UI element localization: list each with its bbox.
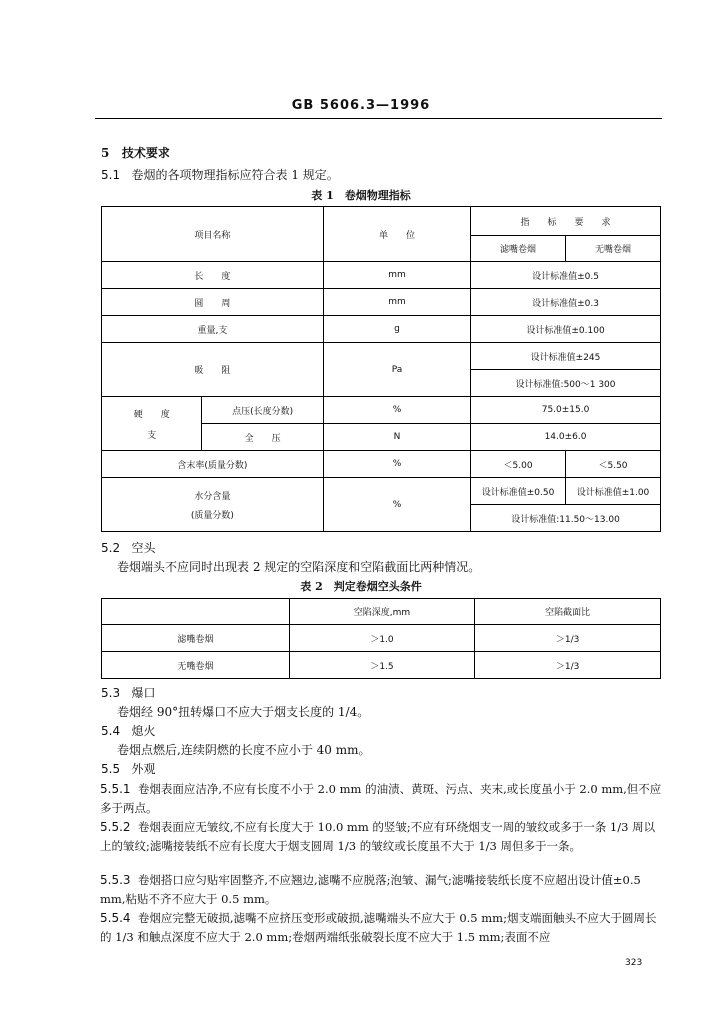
section-5-5-2 <box>100 818 665 856</box>
row-hardness-name-1: 硬 度 <box>133 409 170 420</box>
table-2-caption: 表 2 判定卷烟空头条件 <box>300 580 422 593</box>
row-moisture-name-2: (质量分数) <box>190 510 234 521</box>
row-moisture-name <box>102 478 324 532</box>
section-5-3-number: 5.3 <box>101 686 121 700</box>
row-hardness-unit1: % <box>323 397 470 424</box>
row-filter-ratio: ＞1/3 <box>475 625 661 652</box>
section-5-5-3 <box>100 871 665 909</box>
table-2-corner <box>102 599 290 625</box>
section-5-5-heading <box>101 761 156 777</box>
row-hardness-value2: 14.0±6.0 <box>471 424 661 451</box>
section-5-3-heading <box>101 685 156 701</box>
section-5-1-text: 卷烟的各项物理指标应符合表 1 规定。 <box>131 168 339 182</box>
row-circ-name: 圆 周 <box>102 289 324 316</box>
section-5-5-4 <box>100 909 665 947</box>
row-moisture-nofilter: 设计标准值±1.00 <box>566 478 661 505</box>
row-ends-nofilter: ＜5.50 <box>566 451 661 478</box>
row-moisture-unit: % <box>323 478 470 532</box>
section-5-5-4-text: 卷烟应完整无破损,滤嘴不应挤压变形或破损,滤嘴端头不应大于 0.5 mm;烟支端面触头不应大于圆周长的 1/3 和触点深度不应大于 2.0 mm;卷烟两端纸张破裂长度不应大于 1.5 mm;表面不应 <box>100 911 657 944</box>
standard-code: GB 5606.3—1996 <box>291 98 431 113</box>
section-5-1 <box>101 167 339 183</box>
section-5-2-heading <box>101 540 156 556</box>
section-5-5-3-number: 5.5.3 <box>100 873 131 887</box>
section-5-2-number: 5.2 <box>101 541 121 555</box>
section-5-5-1 <box>100 780 665 818</box>
section-5-number: 5 <box>101 146 110 160</box>
section-5-5-4-number: 5.5.4 <box>100 911 131 925</box>
row-ends-unit: % <box>323 451 470 478</box>
section-5-5-1-text: 卷烟表面应洁净,不应有长度不小于 2.0 mm 的油渍、黄斑、污点、夹末,或长度虽小于 2.0 mm,但不应多于两点。 <box>100 782 662 815</box>
row-moisture-range: 设计标准值:11.50～13.00 <box>471 505 661 532</box>
section-5-5-2-number: 5.5.2 <box>100 820 131 834</box>
section-5-5-3-text: 卷烟搭口应匀贴牢固整齐,不应翘边,滤嘴不应脱落;泡皱、漏气;滤嘴接装纸长度不应超出设计值±0.5 mm,粘贴不齐不应大于 0.5 mm。 <box>100 873 641 906</box>
row-hardness-name <box>102 397 202 451</box>
section-5-5-number: 5.5 <box>101 762 121 776</box>
section-5-heading <box>101 144 170 161</box>
section-5-4-text: 卷烟点燃后,连续阴燃的长度不应小于 40 mm。 <box>117 743 371 757</box>
section-5-5-2-text: 卷烟表面应无皱纹,不应有长度大于 10.0 mm 的竖皱;不应有环绕烟支一周的皱纹或多于一条 1/3 周以上的皱纹;滤嘴接装纸不应有长度大于烟支圆周 1/3 的皱纹或长度虽不大于 1/3 周但多于一条。 <box>100 820 656 853</box>
section-5-4-title: 熄火 <box>131 724 156 738</box>
header-rule <box>95 118 662 119</box>
row-hardness-unit2: N <box>323 424 470 451</box>
section-5-3-text: 卷烟经 90°扭转爆口不应大于烟支长度的 1/4。 <box>117 705 370 719</box>
row-length-value: 设计标准值±0.5 <box>471 262 661 289</box>
row-hardness-sub2: 全 压 <box>202 424 323 451</box>
row-hardness-value1: 75.0±15.0 <box>471 397 661 424</box>
header-ratio: 空陷截面比 <box>475 599 661 625</box>
row-hardness-sub1: 点压(长度分数) <box>202 397 323 424</box>
row-moisture-filter: 设计标准值±0.50 <box>471 478 566 505</box>
header-depth: 空陷深度,mm <box>289 599 475 625</box>
row-weight-unit: g <box>323 316 470 343</box>
section-5-1-number: 5.1 <box>101 168 121 182</box>
row-weight-name: 重量,支 <box>102 316 324 343</box>
table-1 <box>101 206 661 532</box>
header-spec: 指 标 要 求 <box>471 207 661 236</box>
row-draw-name: 吸 阻 <box>102 343 324 397</box>
row-circ-unit: mm <box>323 289 470 316</box>
section-5-4-heading <box>101 723 156 739</box>
row-length-unit: mm <box>323 262 470 289</box>
row-nofilter-depth: ＞1.5 <box>289 652 475 679</box>
row-weight-value: 设计标准值±0.100 <box>471 316 661 343</box>
header-filter: 滤嘴卷烟 <box>471 236 566 262</box>
section-5-2-text: 卷烟端头不应同时出现表 2 规定的空陷深度和空陷截面比两种情况。 <box>117 560 481 574</box>
section-5-title: 技术要求 <box>121 146 170 160</box>
row-moisture-name-1: 水分含量 <box>194 491 231 502</box>
row-filter-depth: ＞1.0 <box>289 625 475 652</box>
header-nofilter: 无嘴卷烟 <box>566 236 661 262</box>
row-ends-filter: ＜5.00 <box>471 451 566 478</box>
row-ends-name: 含末率(质量分数) <box>102 451 324 478</box>
row-draw-value2: 设计标准值:500～1 300 <box>471 370 661 397</box>
row-draw-value1: 设计标准值±245 <box>471 343 661 370</box>
section-5-5-1-number: 5.5.1 <box>100 782 131 796</box>
row-hardness-name-2: 支 <box>147 430 157 441</box>
section-5-5-title: 外观 <box>131 762 156 776</box>
row-filter-name: 滤嘴卷烟 <box>102 625 290 652</box>
row-circ-value: 设计标准值±0.3 <box>471 289 661 316</box>
table-2 <box>101 598 661 679</box>
page-number: 323 <box>625 958 643 968</box>
section-5-4-number: 5.4 <box>101 724 121 738</box>
row-draw-unit: Pa <box>323 343 470 397</box>
row-nofilter-ratio: ＞1/3 <box>475 652 661 679</box>
row-length-name: 长 度 <box>102 262 324 289</box>
table-1-caption: 表 1 卷烟物理指标 <box>311 189 411 202</box>
header-item-name: 项目名称 <box>102 207 324 262</box>
header-unit: 单 位 <box>323 207 470 262</box>
row-nofilter-name: 无嘴卷烟 <box>102 652 290 679</box>
section-5-2-title: 空头 <box>131 541 156 555</box>
section-5-3-title: 爆口 <box>131 686 156 700</box>
